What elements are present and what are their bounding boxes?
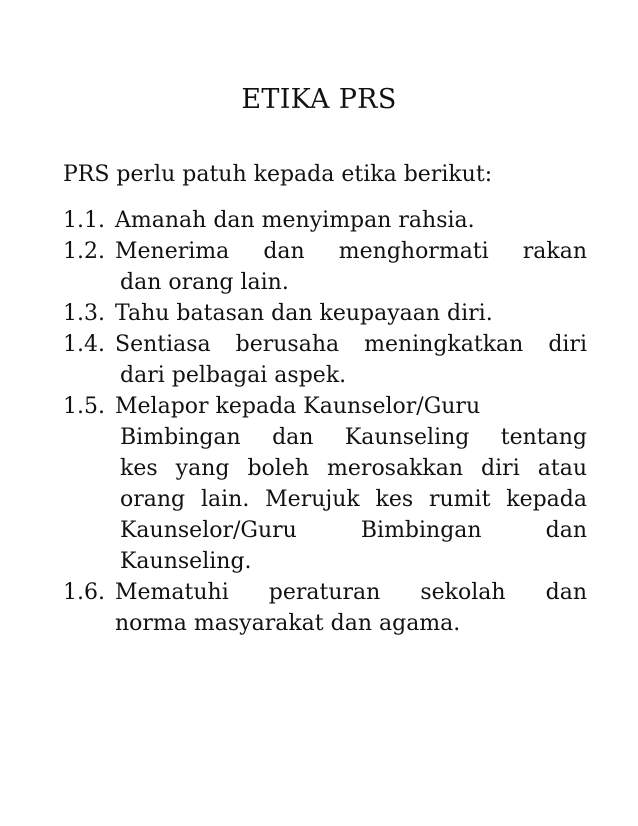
item-number: 1.1. <box>63 208 105 233</box>
item-line: Mematuhi peraturan sekolah dan <box>115 580 587 605</box>
item-text <box>115 577 587 639</box>
list-item <box>63 298 587 329</box>
item-line: dari pelbagai aspek. <box>120 363 347 388</box>
item-line: Melapor kepada Kaunselor/Guru <box>115 394 481 419</box>
item-text <box>115 298 587 329</box>
item-line: Kaunselor/Guru Bimbingan dan <box>120 518 587 543</box>
item-line: Amanah dan menyimpan rahsia. <box>115 208 475 233</box>
item-number: 1.6. <box>63 580 105 605</box>
item-number: 1.5. <box>63 394 105 419</box>
item-line: norma masyarakat dan agama. <box>115 611 461 636</box>
ethics-list <box>63 205 587 639</box>
item-line: Kaunseling. <box>120 549 252 574</box>
item-number: 1.3. <box>63 301 105 326</box>
item-line: orang lain. Merujuk kes rumit kepada <box>120 487 587 512</box>
list-item <box>63 205 587 236</box>
item-line: Menerima dan menghormati rakan <box>115 239 587 264</box>
list-item <box>63 329 587 391</box>
item-line: Sentiasa berusaha meningkatkan diri <box>115 332 587 357</box>
item-text <box>115 236 587 298</box>
item-number: 1.4. <box>63 332 105 357</box>
page-title: ETIKA PRS <box>241 84 397 115</box>
list-item <box>63 577 587 639</box>
item-text <box>115 205 587 236</box>
list-item <box>63 391 587 577</box>
item-line: kes yang boleh merosakkan diri atau <box>120 456 587 481</box>
item-line: Tahu batasan dan keupayaan diri. <box>115 301 493 326</box>
item-text <box>115 391 587 577</box>
intro-text: PRS perlu patuh kepada etika berikut: <box>63 162 493 187</box>
item-number: 1.2. <box>63 239 105 264</box>
item-text <box>115 329 587 391</box>
item-line: dan orang lain. <box>120 270 289 295</box>
item-line: Bimbingan dan Kaunseling tentang <box>120 425 587 450</box>
list-item <box>63 236 587 298</box>
